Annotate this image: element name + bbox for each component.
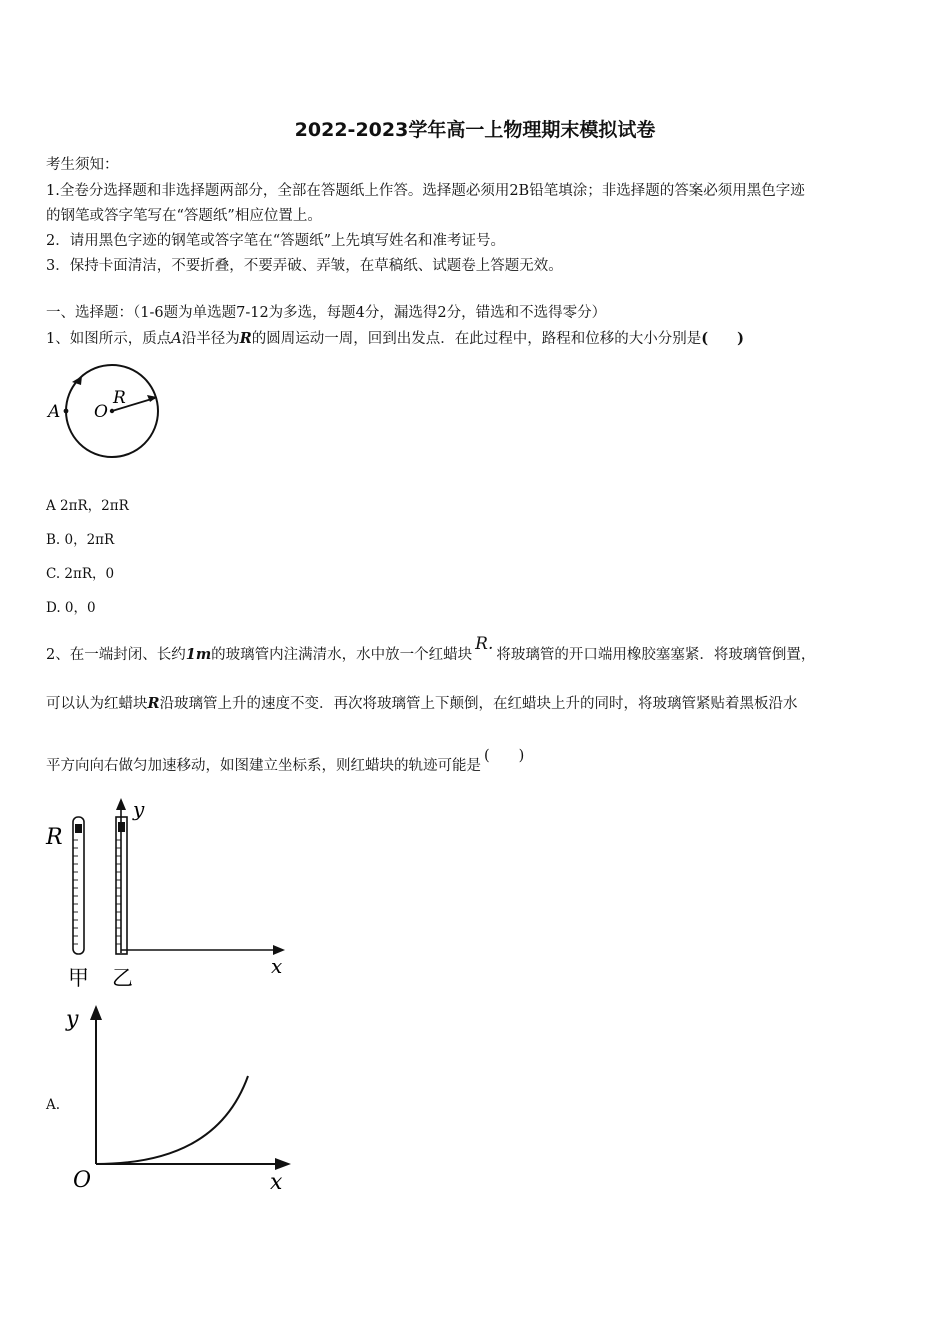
tube-r-label: R: [46, 825, 63, 850]
notice-heading: 考生须知：: [46, 157, 119, 173]
q2-option-a-graph: [60, 1000, 300, 1200]
notice-item-1-cont: 的钢笔或答字笔写在“答题纸”相应位置上。: [46, 208, 322, 224]
q1-circle-figure: [44, 364, 168, 464]
wax-block-jia: [75, 824, 82, 833]
point-a-dot: [64, 409, 69, 414]
notice-item-2: 2．请用黑色字迹的钢笔或答字笔在“答题纸”上先填写姓名和准考证号。: [46, 233, 506, 249]
graph-x-arrow: [275, 1158, 291, 1170]
notice-item-3: 3．保持卡面清洁，不要折叠，不要弄破、弄皱，在草稿纸、试题卷上答题无效。: [46, 258, 563, 274]
q2-var-r-raised: R.: [475, 634, 494, 654]
graph-x-label: x: [270, 1170, 283, 1195]
page-title: 2022-2023学年高一上物理期末模拟试卷: [294, 119, 656, 141]
question-2-line-1: [46, 634, 816, 664]
tube-x-label: x: [271, 954, 283, 978]
q2-line1-b: 的玻璃管内注满清水，水中放一个红蜡块: [211, 647, 473, 663]
q1-text-b: 沿半径为: [181, 331, 240, 347]
q1-text-a: 1、如图所示，质点: [46, 331, 172, 347]
q2-line2-b: 沿玻璃管上升的速度不变．再次将玻璃管上下颠倒，在红蜡块上升的同时，将玻璃管紧贴着黑板沿水: [159, 696, 798, 712]
q1-option-c[interactable]: C. 2πR，0: [46, 566, 115, 582]
q1-option-a[interactable]: A 2πR，2πR: [46, 498, 129, 514]
center-o-label: O: [94, 402, 108, 422]
q1-option-d[interactable]: D. 0，0: [46, 600, 96, 616]
q1-option-b[interactable]: B. 0，2πR: [46, 532, 115, 548]
q2-line1-a: 2、在一端封闭、长约: [46, 647, 186, 663]
q2-answer-paren: ( ): [484, 748, 525, 764]
q1-answer-paren: ( ): [701, 330, 745, 347]
q2-line2-a: 可以认为红蜡块: [46, 696, 148, 712]
q2-tube-figure: [40, 795, 300, 995]
q2-option-a-label[interactable]: A.: [46, 1097, 61, 1113]
q1-text-c: 的圆周运动一周，回到出发点．在此过程中，路程和位移的大小分别是: [251, 331, 702, 347]
tube-jia: [73, 817, 84, 954]
question-1-stem: [46, 327, 744, 348]
graph-y-arrow: [90, 1005, 102, 1020]
label-jia: 甲: [68, 966, 89, 990]
trajectory-curve: [96, 1076, 248, 1164]
label-yi: 乙: [112, 966, 133, 990]
notice-item-1: 1.全卷分选择题和非选择题两部分，全部在答题纸上作答。选择题必须用2B铅笔填涂；非选择题的答案必须用黑色字迹: [46, 183, 805, 199]
q1-var-r: R: [239, 330, 252, 347]
q2-line3: 平方向向右做匀加速移动，如图建立坐标系，则红蜡块的轨迹可能是: [46, 758, 481, 774]
q1-var-a: A: [171, 331, 182, 347]
y-axis-arrow: [116, 798, 126, 810]
tube-y-label: y: [133, 797, 145, 821]
question-2-line-2: [46, 692, 798, 713]
graph-y-label: y: [66, 1007, 79, 1032]
radius-r-label: R: [113, 388, 126, 408]
graph-origin-label: O: [73, 1168, 92, 1193]
q2-var-r: R: [147, 695, 160, 712]
q2-length: 1m: [185, 646, 212, 663]
question-2-line-3: [46, 748, 525, 775]
section-heading: 一、选择题：（1-6题为单选题7-12为多选，每题4分，漏选得2分，错选和不选得零分）: [46, 305, 607, 321]
motion-arrowhead: [72, 376, 82, 385]
q2-line1-c: 将玻璃管的开口端用橡胶塞塞紧．将玻璃管倒置，: [496, 647, 816, 663]
point-a-label: A: [48, 402, 61, 422]
